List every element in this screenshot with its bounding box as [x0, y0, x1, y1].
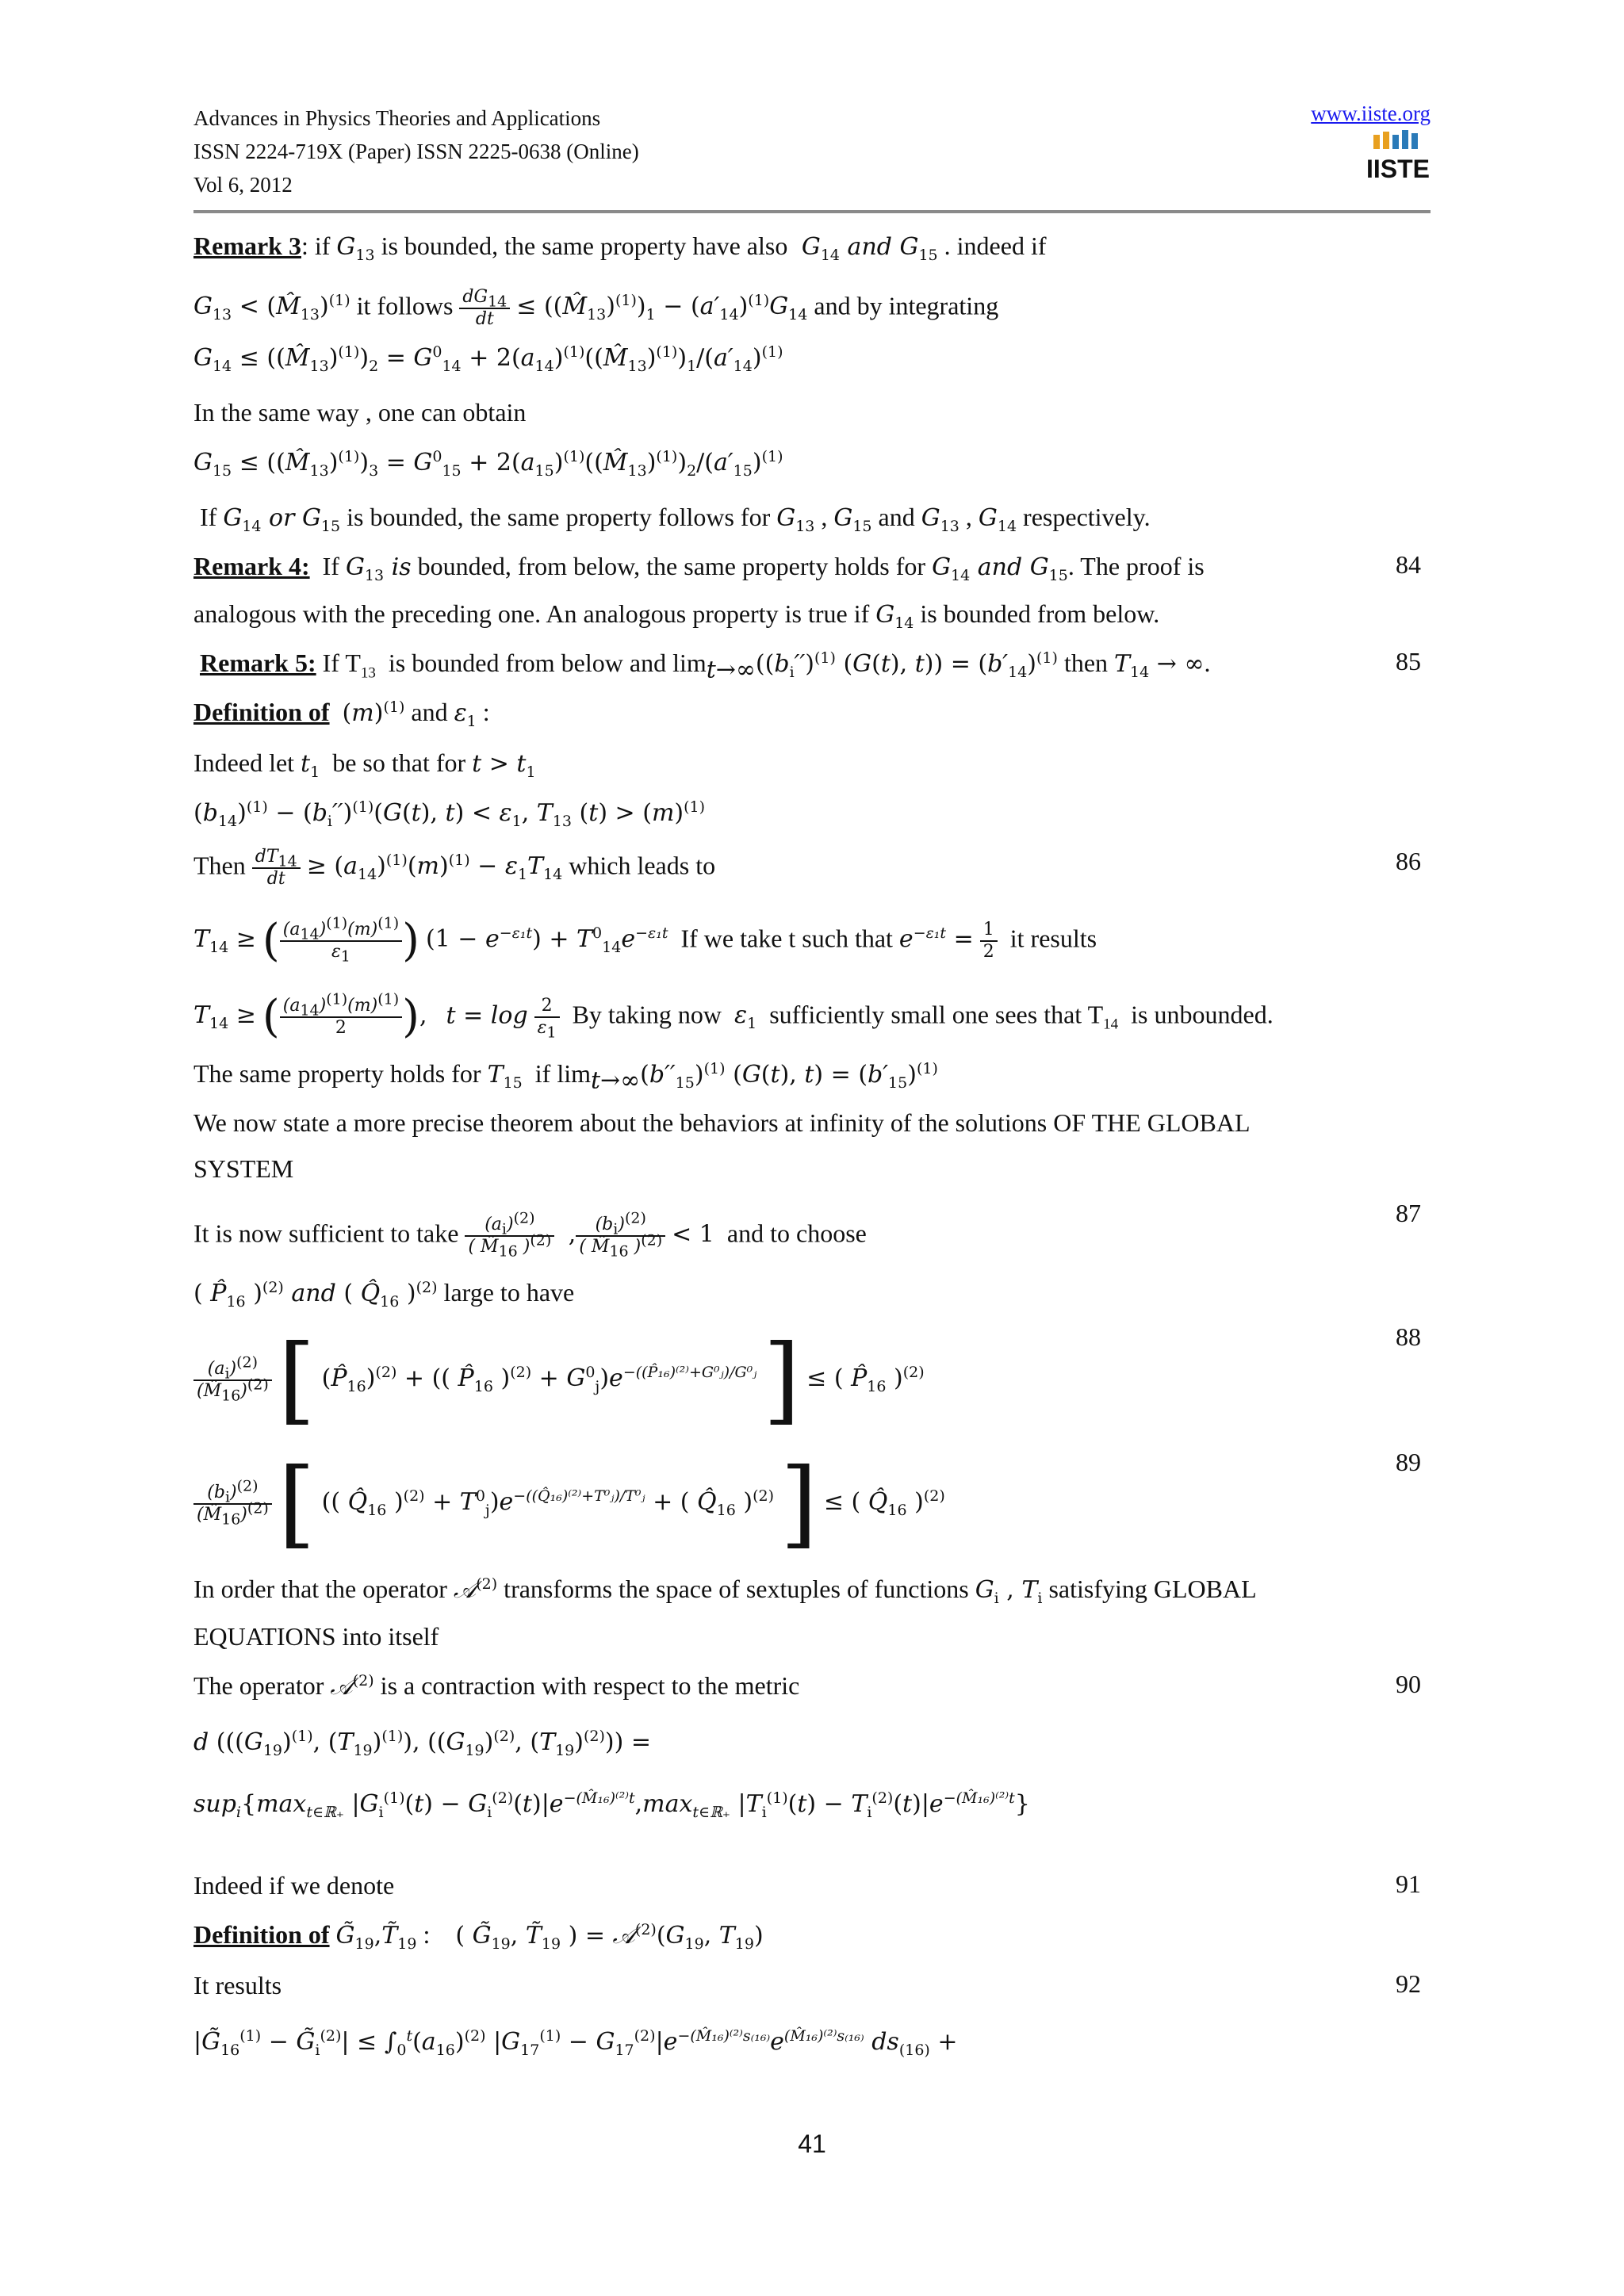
definition-line: Definition of $G̃_{19},T̃_{19}$ : ( $G̃_{19}$, $T̃_{19}$ ) = $𝒜^{(2)}(G_{19}$, $T_{19}$)	[193, 1920, 764, 1953]
text-line: In the same way , one can obtain	[193, 398, 527, 427]
text-line: ( $P̂_{16}$ )$^{(2)}$ and ( $Q̂_{16}$ )$^{(2)}$ large to have	[193, 1278, 575, 1311]
equation-number: 92	[1396, 1969, 1421, 1998]
equation-line: d (($(G_{19})^{(1)}$, $(T_{19})^{(1)}$), ($(G_{19})^{(2)}$, $(T_{19})^{(2)}$)) =	[193, 1728, 651, 1759]
equation-number: 91	[1396, 1869, 1421, 1898]
equation-line: $T_{14}$ ≥ ( $\frac{(a_{14})^{(1)}(m)^{(1)}}{2}$ ), t = log $\frac{2}{\varepsilon_1}$ By taking now $\varepsilon_1$ sufficiently small one sees that $T_{14}$ is unbounded.	[193, 990, 1274, 1043]
text-line: The same property holds for $T_{15}$ if $\lim_{t\to\infty}(b''_{15})^{(1)}$ (G(t), $t) = (b'_{15})^{(1)}$	[193, 1059, 938, 1095]
text-line: Indeed if we denote	[193, 1871, 395, 1900]
equation-line: Then $\frac{dT_{14}}{dt}$ ≥ $(a_{14})^{(1)}(m)^{(1)} - \varepsilon_1T_{14}$ which leads to	[193, 847, 716, 889]
equation-line: $sup_i\{\max_{t\in ℝ_+}$ $|G_i^{(1)}(t) - G_i^{(2)}(t)|e^{-(M̂_{16})^{(2)}t},\max_{t\in ℝ_+}$ $|T_i^{(1)}(t) - T_i^{(2)}(t)|e^{-(M̂_{16})^{(2)}t}$}	[193, 1789, 1030, 1821]
remark3-line: Remark 3: if $G_{13}$ is bounded, the same property have also $G_{14}$ and $G_{15}$ . indeed if	[193, 232, 1047, 264]
svg-text:IISTE: IISTE	[1365, 155, 1431, 183]
equation-89: $\frac{(b_i)^{(2)}}{(M̂_{16})^{(2)}}$ [ (( $Q̂_{16}$ )$^{(2)} + T^0_j)e^{-((Q̂_{16})^{(2)}+T^0ⱼ)/T^0ⱼ}$ + ( $Q̂_{16}$ )$^{(2)}$ ] ≤ ( $Q̂_{16}$ )$^{(2)}$	[193, 1483, 945, 1525]
text-line: The operator 𝒜$^{(2)}$ is a contraction with respect to the metric	[193, 1671, 800, 1701]
text-line: Indeed let $t_1$ be so that for $t > t_1$	[193, 748, 536, 781]
remark4-line: Remark 4: If $G_{13}$ is bounded, from below, the same property holds for $G_{14}$ and $G_{15}$. The proof is	[193, 552, 1205, 584]
equation-line: $G_{15}$ ≤ $((M̂_{13})^{(1)})_3 = G^0_{15}$ + $2(a_{15})^{(1)}((M̂_{13})^{(1)})_2/(a'_{15})^{(1)}$	[193, 448, 783, 480]
text-line: If $G_{14}$ or $G_{15}$ is bounded, the same property follows for $G_{13}$ , $G_{15}$ and $G_{13}$ , $G_{14}$ respectively.	[200, 503, 1151, 535]
text-line: analogous with the preceding one. An analogous property is true if $G_{14}$ is bounded from below.	[193, 599, 1160, 632]
equation-line: $G_{13}$ < $(M̂_{13})^{(1)}$ it follows $\frac{dG_{14}}{dt}$ ≤ $((M̂_{13})^{(1)})_1 - (a'_{14})^{(1)}G_{14}$ and by integrating	[193, 287, 999, 329]
equation-number: 85	[1396, 647, 1421, 675]
equation-88: $\frac{(a_i)^{(2)}}{(M̂_{16})^{(2)}}$ [ $(P̂_{16})^{(2)}$ + (( $P̂_{16}$ )$^{(2)} + G^0_j)e^{-((P̂_{16})^{(2)}+G^0ⱼ)/G^0ⱼ}$ ] ≤ ( $P̂_{16}$ )$^{(2)}$	[193, 1359, 925, 1402]
equation-line: $|G̃_{16}^{(1)}$ − $G̃_i^{(2)}| \le \int_0^t(a_{16})^{(2)}$ $|G_{17}^{(1)} - G_{17}^{(2)}|e^{-(M̂_{16})^{(2)}s_{(16)}}e^{(M̂_{16})^{(2)}s_{(16)}}$ $ds_{(16)}$ +	[193, 2027, 958, 2059]
equation-line: $(b_{14})^{(1)} - (b_i'')^{(1)}(G(t)$, $t) < \varepsilon_1$, $T_{13}$ $(t) > (m)^{(1)}$	[193, 798, 706, 830]
text-line: EQUATIONS into itself	[193, 1622, 439, 1651]
equation-line: $G_{14}$ ≤ $((M̂_{13})^{(1)})_2 = G^0_{14}$ + $2(a_{14})^{(1)}((M̂_{13})^{(1)})_1/(a'_{14})^{(1)}$	[193, 343, 783, 375]
journal-title: Advances in Physics Theories and Applications	[193, 106, 601, 130]
text-line: SYSTEM	[193, 1154, 294, 1183]
text-line: We now state a more precise theorem about the behaviors at infinity of the solutions OF THE GLOBAL	[193, 1108, 1251, 1137]
equation-number: 88	[1396, 1322, 1421, 1351]
definition-line: Definition of $(m)^{(1)}$ and $\varepsilon_1$ :	[193, 698, 490, 730]
remark5-line: Remark 5: If $T_{13}$ is bounded from below and $\lim_{t\to\infty}((b_i'')^{(1)}$ (G(t), $t)) = (b'_{14})^{(1)}$ then $T_{14}$ → ∞.	[200, 649, 1211, 684]
iiste-logo	[1365, 130, 1431, 183]
equation-number: 87	[1396, 1199, 1421, 1227]
journal-url-link[interactable]: www.iiste.org	[1311, 101, 1431, 125]
equation-line: It is now sufficient to take $\frac{(a_i)^{(2)}}{( M̂_{16} )^{(2)}}$ , $\frac{(b_i)^{(2)}}{( M̂_{16} )^{(2)}}$ < 1 and to choose	[193, 1209, 867, 1261]
remark4-label: Remark 4:	[193, 552, 310, 580]
text-line: It results	[193, 1971, 282, 1999]
equation-line: $T_{14}$ ≥ ( $\frac{(a_{14})^{(1)}(m)^{(1)}}{\varepsilon_1}$ ) $(1 - e^{-\varepsilon_1t}) + T^0_{14}e^{-\varepsilon_1t}$ If we take t such that $e^{-\varepsilon_1t}$ = $\frac{1}{2}$ it results	[193, 914, 1097, 966]
equation-number: 90	[1396, 1670, 1421, 1698]
equation-number: 84	[1396, 550, 1421, 579]
equation-number: 89	[1396, 1448, 1421, 1476]
text-line: In order that the operator 𝒜$^{(2)}$ transforms the space of sextuples of functions $G_i$ , $T_i$ satisfying GLOBAL	[193, 1575, 1257, 1607]
journal-issn: ISSN 2224-719X (Paper) ISSN 2225-0638 (Online)	[193, 140, 639, 163]
page-number: 41	[798, 2130, 826, 2158]
journal-header	[193, 101, 639, 201]
equation-number: 86	[1396, 847, 1421, 875]
journal-volume: Vol 6, 2012	[193, 173, 293, 197]
remark5-label: Remark 5:	[200, 649, 316, 677]
header-rule	[193, 210, 1431, 213]
remark3-label: Remark 3	[193, 232, 301, 260]
